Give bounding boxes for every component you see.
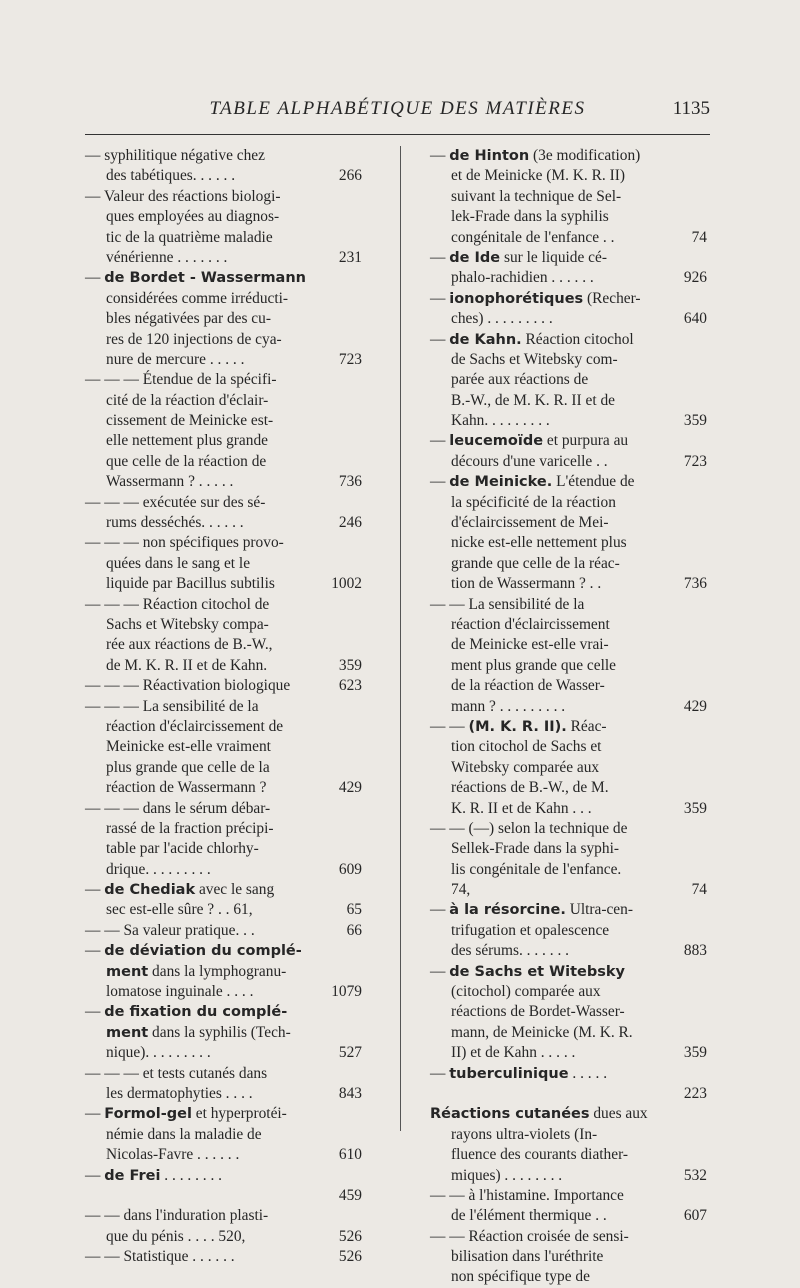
entry-line: Nicolas-Favre . . . . . . 610 [85, 1145, 360, 1165]
entry-line: bilisation dans l'uréthrite [451, 1248, 604, 1266]
entry-line: ment dans la syphilis (Tech- [106, 1023, 291, 1041]
entry-line: réaction d'éclaircissement de [106, 717, 284, 735]
entry-line: lomatose inguinale . . . . 1079 [85, 982, 360, 1002]
index-entry [430, 330, 705, 432]
entry-line: lek-Frade dans la syphilis [451, 208, 609, 226]
entry-line: — — (M. K. R. II). Réac- [430, 717, 607, 735]
entry-line [85, 1186, 360, 1206]
entry-line: — de déviation du complé- [85, 942, 302, 960]
entry-line: cité de la réaction d'éclair- [106, 391, 269, 409]
index-entry [85, 1247, 360, 1267]
entry-keyword: de Chediak [104, 882, 196, 899]
index-entry [85, 921, 360, 941]
entry-line: Sachs et Witebsky compa- [106, 615, 269, 633]
entry-keyword: de Hinton [449, 148, 530, 164]
entry-line: de Meinicke est-elle vrai- [451, 636, 609, 654]
page-reference: 609 [338, 860, 362, 878]
entry-line: Sellek-Frade dans la syphi- [451, 840, 619, 858]
entry-line: la spécificité de la réaction [451, 493, 616, 511]
index-entry [85, 880, 360, 921]
entry-line: — — — et tests cutanés dans [85, 1064, 268, 1082]
entry-line: tic de la quatrième maladie [106, 228, 273, 246]
column-divider [400, 146, 401, 1131]
page-reference: 736 [683, 575, 707, 593]
entry-line: mann ? . . . . . . . . . 429 [430, 697, 705, 717]
entry-line: — — Sa valeur pratique. . . 66 [85, 921, 360, 941]
page-reference: 65 [346, 901, 362, 919]
page-number: 1135 [672, 98, 710, 119]
entry-line: mann, de Meinicke (M. K. R. [451, 1023, 633, 1041]
page-reference: 883 [683, 942, 707, 960]
entry-line: cissement de Meinicke est- [106, 412, 274, 430]
entry-keyword: de Frei [104, 1167, 161, 1184]
entry-line: nique). . . . . . . . . 527 [85, 1043, 360, 1063]
entry-line: ques employées au diagnos- [106, 208, 280, 226]
entry-line: miques) . . . . . . . . 532 [430, 1166, 705, 1186]
entry-line: considérées comme irréducti- [106, 289, 289, 307]
entry-line: — de Chediak avec le sang [85, 881, 275, 899]
index-entry [430, 289, 705, 330]
entry-line: — de Ide sur le liquide cé- [430, 248, 607, 266]
index-entry [430, 962, 705, 1064]
index-entry [85, 370, 360, 492]
entry-line: II) et de Kahn . . . . . 359 [430, 1043, 705, 1063]
entry-line: trifugation et opalescence [451, 921, 610, 939]
entry-line: des tabétiques. . . . . . 266 [85, 166, 360, 186]
entry-line: nicke est-elle nettement plus [451, 534, 627, 552]
entry-line: plus grande que celle de la [106, 758, 270, 776]
index-entry [85, 493, 360, 534]
right-column [430, 146, 705, 1288]
entry-keyword: leucemoïde [449, 433, 544, 450]
page-reference: 246 [338, 514, 362, 532]
entry-line: de l'élément thermique . . 607 [430, 1206, 705, 1226]
page-reference: 926 [683, 269, 707, 287]
index-entry [430, 595, 705, 717]
entry-line: rayons ultra-violets (In- [451, 1125, 598, 1143]
index-entry [85, 1064, 360, 1105]
entry-keyword: Formol-gel [104, 1106, 192, 1123]
entry-line: et de Meinicke (M. K. R. II) [451, 167, 625, 185]
entry-line: ment dans la lymphogranu- [106, 962, 287, 980]
page-reference: 266 [338, 167, 362, 185]
entry-line: lis congénitale de l'enfance. [451, 860, 622, 878]
entry-line: de M. K. R. II et de Kahn. 359 [85, 656, 360, 676]
entry-line: congénitale de l'enfance . . 74 [430, 228, 705, 248]
entry-keyword: de Meinicke. [449, 474, 553, 491]
entry-line: quées dans le sang et le [106, 554, 251, 572]
entry-line: parée aux réactions de [451, 371, 589, 389]
entry-line: — ionophorétiques (Recher- [430, 289, 641, 307]
entry-line: grande que celle de la réac- [451, 554, 620, 572]
entry-line: tion citochol de Sachs et [451, 738, 602, 756]
entry-keyword: de Sachs et Witebsky [449, 963, 625, 980]
entry-line: réaction de Wassermann ? 429 [85, 778, 360, 798]
entry-line: bles négativées par des cu- [106, 310, 271, 328]
entry-keyword: Réactions cutanées [430, 1106, 590, 1123]
index-entry [430, 717, 705, 819]
entry-line: tion de Wassermann ? . . 736 [430, 574, 705, 594]
entry-line: — — — La sensibilité de la [85, 697, 259, 715]
entry-line: — — — exécutée sur des sé- [85, 493, 266, 511]
entry-line: — — — Étendue de la spécifi- [85, 371, 277, 389]
index-entry [85, 187, 360, 269]
page-reference: 723 [338, 350, 362, 368]
index-entry [430, 431, 705, 472]
entry-line: — Formol-gel et hyperprotéi- [85, 1105, 287, 1123]
entry-line: drique. . . . . . . . . 609 [85, 860, 360, 880]
page-reference: 623 [338, 677, 362, 695]
entry-line: — de Meinicke. L'étendue de [430, 473, 635, 491]
entry-line: — — à l'histamine. Importance [430, 1186, 624, 1204]
page-reference: 359 [338, 656, 362, 674]
page-reference: 1002 [331, 575, 362, 593]
entry-line: rassé de la fraction précipi- [106, 819, 274, 837]
page-reference: 74 [691, 881, 707, 899]
entry-line: — — — Réaction citochol de [85, 595, 270, 613]
page-reference: 429 [338, 779, 362, 797]
index-entry [85, 268, 360, 370]
index-entry [430, 1186, 705, 1227]
entry-line: — — — dans le sérum débar- [85, 799, 271, 817]
entry-line: les dermatophyties . . . . 843 [85, 1084, 360, 1104]
entry-line: — — — Réactivation biologique 623 [85, 676, 360, 696]
entry-line: Réactions cutanées dues aux [430, 1105, 648, 1123]
index-entry [85, 533, 360, 594]
entry-keyword: tuberculinique [449, 1065, 569, 1082]
entry-line: — à la résorcine. Ultra-cen- [430, 901, 633, 919]
entry-line: (citochol) comparée aux [451, 983, 601, 1001]
entry-line: — de fixation du complé- [85, 1003, 288, 1021]
entry-line: réactions de Bordet-Wasser- [451, 1003, 625, 1021]
entry-line: Witebsky comparée aux [451, 758, 600, 776]
index-entry [85, 1002, 360, 1063]
entry-line: que du pénis . . . . 520, 526 [85, 1227, 360, 1247]
entry-line: — leucemoïde et purpura au [430, 432, 629, 450]
entry-line: décours d'une varicelle . . 723 [430, 452, 705, 472]
page-reference: 359 [683, 412, 707, 430]
entry-keyword: ionophorétiques [449, 290, 584, 307]
page-reference: 359 [683, 1044, 707, 1062]
entry-line: Meinicke est-elle vraiment [106, 738, 271, 756]
page-reference: 736 [338, 473, 362, 491]
page-reference: 1079 [331, 983, 362, 1001]
page-reference: 843 [338, 1084, 362, 1102]
entry-keyword: de fixation du complé- [104, 1004, 288, 1021]
entry-line: ches) . . . . . . . . . 640 [430, 309, 705, 329]
entry-line: réactions de B.-W., de M. [451, 779, 609, 797]
index-entry [430, 1227, 705, 1288]
entry-line: — — Réaction croisée de sensi- [430, 1227, 629, 1245]
entry-line: sec est-elle sûre ? . . 61, 65 [85, 900, 360, 920]
index-entry [430, 1104, 705, 1186]
entry-line: — — dans l'induration plasti- [85, 1207, 269, 1225]
page-reference: 723 [683, 452, 707, 470]
entry-line: rums desséchés. . . . . . 246 [85, 513, 360, 533]
entry-line: Kahn. . . . . . . . . 359 [430, 411, 705, 431]
entry-line: — — Statistique . . . . . . 526 [85, 1247, 360, 1267]
entry-keyword: à la résorcine. [449, 902, 566, 919]
index-entry [430, 248, 705, 289]
page-reference: 610 [338, 1146, 362, 1164]
entry-line: des sérums. . . . . . . 883 [430, 941, 705, 961]
page-reference: 459 [338, 1186, 362, 1204]
entry-keyword: ment [106, 963, 149, 980]
entry-line: vénérienne . . . . . . . 231 [85, 248, 360, 268]
entry-line: res de 120 injections de cya- [106, 330, 282, 348]
index-entry [85, 1166, 360, 1207]
entry-line: ment plus grande que celle [451, 656, 616, 674]
index-entry [85, 1206, 360, 1247]
entry-line: 74, 74 [430, 880, 705, 900]
entry-line: phalo-rachidien . . . . . . 926 [430, 268, 705, 288]
entry-line: — — La sensibilité de la [430, 595, 585, 613]
entry-line: réaction d'éclaircissement [451, 615, 610, 633]
page-reference: 532 [683, 1166, 707, 1184]
entry-line: rée aux réactions de B.-W., [106, 636, 273, 654]
entry-line: — de Bordet - Wassermann [85, 269, 306, 287]
index-entry [430, 900, 705, 961]
page-reference: 526 [338, 1227, 362, 1245]
entry-line: K. R. II et de Kahn . . . 359 [430, 799, 705, 819]
entry-line: nure de mercure . . . . . 723 [85, 350, 360, 370]
entry-keyword: de Kahn. [449, 331, 522, 348]
index-entry [85, 697, 360, 799]
running-title: TABLE ALPHABÉTIQUE DES MATIÈRES [209, 98, 586, 119]
entry-line: Wassermann ? . . . . . 736 [85, 472, 360, 492]
index-entry [430, 1064, 705, 1105]
index-entry [85, 799, 360, 881]
entry-line: de Sachs et Witebsky com- [451, 350, 618, 368]
page-reference: 607 [683, 1207, 707, 1225]
page-header [85, 98, 710, 128]
page-reference: 223 [683, 1084, 707, 1102]
page-reference: 66 [346, 921, 362, 939]
page-reference: 640 [683, 310, 707, 328]
index-entry [430, 472, 705, 594]
entry-keyword: de déviation du complé- [104, 943, 302, 960]
entry-line: table par l'acide chlorhy- [106, 840, 259, 858]
entry-line: — de Kahn. Réaction citochol [430, 330, 634, 348]
entry-keyword: (M. K. R. II). [468, 718, 567, 735]
entry-line: — de Sachs et Witebsky [430, 962, 625, 980]
index-entry [85, 941, 360, 1002]
entry-line: liquide par Bacillus subtilis 1002 [85, 574, 360, 594]
entry-keyword: ment [106, 1024, 149, 1041]
entry-line: elle nettement plus grande [106, 432, 268, 450]
entry-line: — Valeur des réactions biologi- [85, 187, 281, 205]
index-entry [430, 819, 705, 901]
page-reference: 231 [338, 248, 362, 266]
entry-line: suivant la technique de Sel- [451, 187, 622, 205]
entry-line: fluence des courants diather- [451, 1146, 629, 1164]
index-entry [85, 1104, 360, 1165]
index-entry [430, 146, 705, 248]
entry-line: — — — non spécifiques provo- [85, 534, 284, 552]
entry-line: némie dans la maladie de [106, 1125, 262, 1143]
index-entry [85, 146, 360, 187]
entry-line: d'éclaircissement de Mei- [451, 514, 609, 532]
index-entry [85, 595, 360, 677]
header-rule [85, 134, 710, 135]
page-reference: 429 [683, 697, 707, 715]
page-reference: 74 [691, 228, 707, 246]
index-entry [85, 676, 360, 696]
page-reference: 526 [338, 1248, 362, 1266]
entry-line: — syphilitique négative chez [85, 147, 265, 164]
entry-line: que celle de la réaction de [106, 452, 267, 470]
entry-line: — de Frei . . . . . . . . [85, 1166, 223, 1184]
entry-line: — de Hinton (3e modification) [430, 147, 641, 164]
entry-line: non spécifique type de [451, 1268, 590, 1286]
entry-line: — — (—) selon la technique de [430, 819, 628, 837]
entry-line [430, 1084, 705, 1104]
entry-line: — tuberculinique . . . . . [430, 1064, 608, 1082]
entry-line: de la réaction de Wasser- [451, 677, 605, 695]
entry-keyword: de Bordet - Wassermann [104, 270, 306, 287]
entry-line: B.-W., de M. K. R. II et de [451, 391, 615, 409]
page-reference: 527 [338, 1044, 362, 1062]
entry-keyword: de Ide [449, 249, 501, 266]
page-reference: 359 [683, 799, 707, 817]
left-column [85, 146, 360, 1267]
